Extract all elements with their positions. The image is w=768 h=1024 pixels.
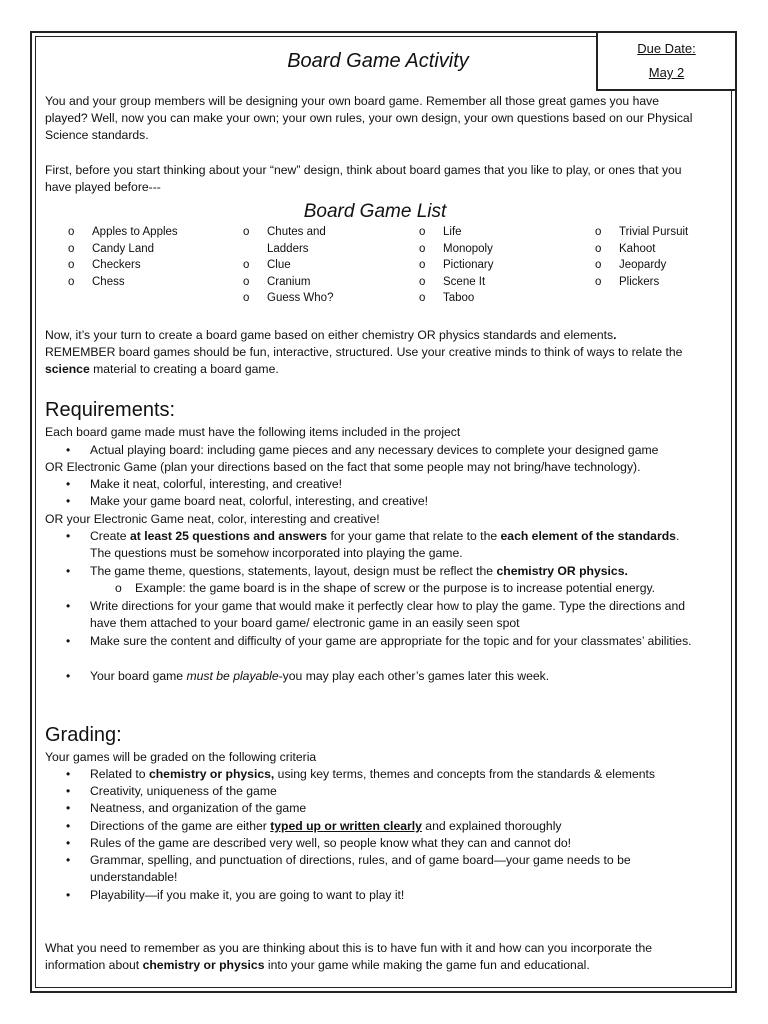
bullet-dot: • xyxy=(66,819,71,833)
list-item: o Trivial Pursuit xyxy=(595,224,765,241)
bullet-dot: • xyxy=(66,836,71,850)
list-item-continued: Ladders xyxy=(267,242,309,255)
bullet-o: o xyxy=(595,259,602,272)
requirements-or-electronic: OR Electronic Game (plan your directions based on the fact that some people may not bring/have technology). xyxy=(45,460,641,474)
bullet-o: o xyxy=(419,242,426,255)
grading-item: • Creativity, uniqueness of the game xyxy=(66,784,277,798)
list-item: o Kahoot xyxy=(595,241,765,258)
bullet-dot: • xyxy=(66,443,71,457)
game-list-col-1 xyxy=(68,224,238,290)
list-item: o Candy Land xyxy=(68,241,238,258)
grading-heading: Grading: xyxy=(45,724,122,746)
bullet-dot: • xyxy=(66,477,71,491)
bullet-dot: • xyxy=(66,801,71,815)
bullet-o: o xyxy=(419,292,426,305)
bullet-o: o xyxy=(595,275,602,288)
bullet-o: o xyxy=(68,242,75,255)
requirement-item: • Actual playing board: including game pieces and any necessary devices to complete your designed game xyxy=(66,443,659,457)
bullet-o: o xyxy=(419,275,426,288)
game-list-col-4 xyxy=(595,224,765,290)
bullet-o: o xyxy=(595,226,602,238)
bullet-dot: • xyxy=(66,634,71,648)
requirement-item: • Write directions for your game that would make it perfectly clear how to play the game. Type the directions and have them attached to your board game/ electronic game in an easily seen spot xyxy=(66,599,686,630)
bullet-dot: • xyxy=(66,767,71,781)
list-item: o Jeopardy xyxy=(595,257,765,274)
requirement-item: • Make your game board neat, colorful, interesting, and creative! xyxy=(66,494,429,508)
requirements-heading: Requirements: xyxy=(45,399,176,421)
list-item: o Life xyxy=(419,224,589,241)
bullet-dot: • xyxy=(66,784,71,798)
list-item: o Plickers xyxy=(595,274,765,291)
grading-item: • Grammar, spelling, and punctuation of directions, rules, and of game board—your game needs to be understandable! xyxy=(66,853,631,884)
grading-item: • Directions of the game are either typed up or written clearly and explained thoroughly xyxy=(66,819,562,833)
grading-item: • Rules of the game are described very well, so people know what they can and cannot do! xyxy=(66,836,572,850)
now-paragraph: Now, it’s your turn to create a board game based on either chemistry OR physics standards and elements. REMEMBER board games should be fun, interactive, structured. Use your creative minds to think of ways to relate the science material to creating a board game. xyxy=(45,328,683,376)
grading-item: • Neatness, and organization of the game xyxy=(66,801,307,815)
requirement-item: • Create at least 25 questions and answers for your game that relate to the each element of the standards. The questions must be somehow incorporated into playing the game. xyxy=(66,529,680,560)
bullet-o: o xyxy=(68,259,75,272)
requirement-item: • Make sure the content and difficulty of your game are appropriate for the topic and for your classmates’ abilities. xyxy=(66,634,692,648)
requirement-item: • Your board game must be playable-you may play each other’s games later this week. xyxy=(66,669,550,683)
game-list-col-2 xyxy=(243,224,413,307)
list-item: o Monopoly xyxy=(419,241,589,258)
list-item: o Chutes and xyxy=(243,224,413,241)
bullet-dot: • xyxy=(66,494,71,508)
bullet-dot: • xyxy=(66,529,71,543)
requirements-intro: Each board game made must have the following items included in the project xyxy=(45,425,461,439)
bullet-o: o xyxy=(68,226,75,238)
grading-item: • Playability—if you make it, you are going to want to play it! xyxy=(66,888,405,902)
game-list-col-3 xyxy=(419,224,589,307)
due-date-label: Due Date: xyxy=(637,41,696,56)
list-item: o Guess Who? xyxy=(243,290,413,307)
bullet-o: o xyxy=(115,581,122,595)
bullet-dot: • xyxy=(66,853,71,867)
requirements-or-electronic-2: OR your Electronic Game neat, color, interesting and creative! xyxy=(45,512,380,526)
intro-paragraph-1: You and your group members will be designing your own board game. Remember all those great games you have played? Well, now you can make your own; your own rules, your own design, your own questions based on our Physical Science standards. xyxy=(45,94,693,142)
bullet-o: o xyxy=(419,226,426,238)
bullet-o: o xyxy=(243,226,250,238)
bullet-o: o xyxy=(595,242,602,255)
bullet-o: o xyxy=(243,292,250,305)
list-item: o Clue xyxy=(243,257,413,274)
requirement-item: • Make it neat, colorful, interesting, and creative! xyxy=(66,477,343,491)
list-item: o Chess xyxy=(68,274,238,291)
bullet-dot: • xyxy=(66,564,71,578)
page-title: Board Game Activity xyxy=(287,50,469,72)
list-item: o Pictionary xyxy=(419,257,589,274)
list-item: o Scene It xyxy=(419,274,589,291)
list-item: o Cranium xyxy=(243,274,413,291)
bullet-dot: • xyxy=(66,888,71,902)
bullet-o: o xyxy=(68,275,75,288)
board-game-list-title: Board Game List xyxy=(303,201,447,222)
bullet-o: o xyxy=(243,275,250,288)
bullet-o: o xyxy=(419,259,426,272)
list-item: o Apples to Apples xyxy=(68,224,238,241)
requirement-sub-item: o Example: the game board is in the shape of screw or the purpose is to increase potential energy. xyxy=(115,581,656,595)
due-date-value: May 2 xyxy=(648,65,685,80)
list-item: o Taboo xyxy=(419,290,589,307)
bullet-dot: • xyxy=(66,599,71,613)
grading-item: • Related to chemistry or physics, using key terms, themes and concepts from the standards & elements xyxy=(66,767,655,781)
list-item: o Checkers xyxy=(68,257,238,274)
bullet-dot: • xyxy=(66,669,71,683)
requirement-item: • The game theme, questions, statements, layout, design must be reflect the chemistry OR physics. xyxy=(66,564,628,578)
intro-paragraph-2: First, before you start thinking about your “new” design, think about board games that you like to play, or ones that you have played before--- xyxy=(45,163,682,194)
closing-paragraph: What you need to remember as you are thinking about this is to have fun with it and how can you incorporate the information about chemistry or physics into your game while making the game fun and educational. xyxy=(45,941,653,972)
bullet-o: o xyxy=(243,259,250,272)
grading-intro: Your games will be graded on the following criteria xyxy=(45,750,317,764)
